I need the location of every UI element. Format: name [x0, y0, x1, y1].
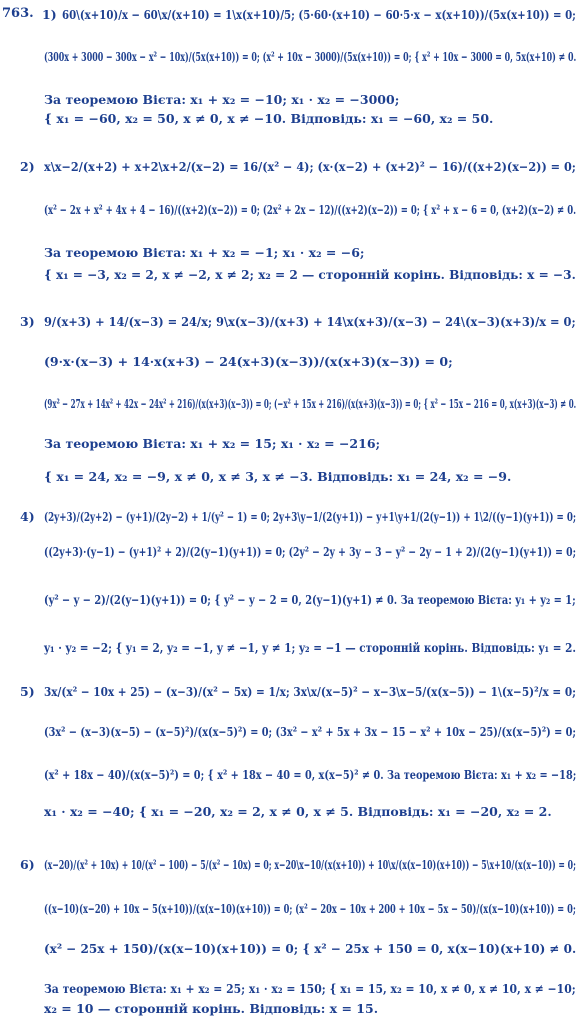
part-label: 4): [20, 509, 35, 524]
line-text: (2y+3)/(2y+2) − (y+1)/(2y−2) + 1/(y² − 1) = 0; 2y+3\y−1/(2(y+1)) − y+1\y+1/(2(y−1)) + 1\2/((y−1)(y+1)) = 0;: [44, 509, 577, 524]
line-text: { x₁ = −60, x₂ = 50, x ≠ 0, x ≠ −10. Відповідь: x₁ = −60, x₂ = 50.: [44, 111, 494, 126]
line-text: (9·x·(x−3) + 14·x(x+3) − 24(x+3)(x−3))/(x(x+3)(x−3)) = 0;: [44, 354, 453, 369]
line-text: За теоремою Вієта: x₁ + x₂ = −1; x₁ · x₂ = −6;: [44, 245, 365, 260]
line-text: (x² + 18x − 40)/(x(x−5)²) = 0; { x² + 18x − 40 = 0, x(x−5)² ≠ 0. За теоремою Вієта: x₁ + x₂ = −18;: [44, 767, 577, 782]
line-text: За теоремою Вієта: x₁ + x₂ = −10; x₁ · x₂ = −3000;: [44, 92, 400, 107]
line-text: { x₁ = 24, x₂ = −9, x ≠ 0, x ≠ 3, x ≠ −3. Відповідь: x₁ = 24, x₂ = −9.: [44, 469, 512, 484]
line-text: x\x−2/(x+2) + x+2\x+2/(x−2) = 16/(x² − 4); (x·(x−2) + (x+2)² − 16)/((x+2)(x−2)) = 0;: [44, 159, 576, 174]
line-text: ((x−10)(x−20) + 10x − 5(x+10))/(x(x−10)(x+10)) = 0; (x² − 20x − 10x + 200 + 10x − 5x − 50)/(x(x−10)(x+10)) = 0;: [44, 901, 576, 916]
line-text: (y² − y − 2)/(2(y−1)(y+1)) = 0; { y² − y − 2 = 0, 2(y−1)(y+1) ≠ 0. За теоремою Вієта: y₁ + y₂ = 1;: [44, 592, 576, 607]
line-text: y₁ · y₂ = −2; { y₁ = 2, y₂ = −1, y ≠ −1, y ≠ 1; y₂ = −1 — сторонній корінь. Відповідь: y₁ = 2.: [44, 640, 576, 655]
part-label: 1): [42, 7, 57, 22]
line-text: x₁ · x₂ = −40; { x₁ = −20, x₂ = 2, x ≠ 0, x ≠ 5. Відповідь: x₁ = −20, x₂ = 2.: [44, 804, 552, 819]
part-label: 2): [20, 159, 35, 174]
part-label: 5): [20, 684, 35, 699]
line-text: (9x² − 27x + 14x² + 42x − 24x² + 216)/(x(x+3)(x−3)) = 0; (−x² + 15x + 216)/(x(x+3)(x−3)) = 0; { x² − 15x − 216 = 0, x(x+3)(x−3) ≠ 0.: [44, 396, 577, 411]
part-label: 3): [20, 314, 35, 329]
line-text: 9/(x+3) + 14/(x−3) = 24/x; 9\x(x−3)/(x+3) + 14\x(x+3)/(x−3) − 24\(x−3)(x+3)/x = 0;: [44, 314, 576, 329]
line-text: (300x + 3000 − 300x − x² − 10x)/(5x(x+10)) = 0; (x² + 10x − 3000)/(5x(x+10)) = 0; { x² + 10x − 3000 = 0, 5x(x+10) ≠ 0.: [44, 49, 577, 64]
line-text: За теоремою Вієта: x₁ + x₂ = 15; x₁ · x₂ = −216;: [44, 436, 381, 451]
line-text: (x² − 25x + 150)/(x(x−10)(x+10)) = 0; { x² − 25x + 150 = 0, x(x−10)(x+10) ≠ 0.: [44, 941, 577, 956]
line-text: 3x/(x² − 10x + 25) − (x−3)/(x² − 5x) = 1/x; 3x\x/(x−5)² − x−3\x−5/(x(x−5)) − 1\(x−5)²/x = 0;: [44, 684, 577, 699]
line-text: (x−20)/(x² + 10x) + 10/(x² − 100) − 5/(x² − 10x) = 0; x−20\x−10/(x(x+10)) + 10\x/(x(x−10)(x+10)) − 5\x+10/(x(x−10)) = 0;: [44, 857, 576, 872]
line-text: (x² − 2x + x² + 4x + 4 − 16)/((x+2)(x−2)) = 0; (2x² + 2x − 12)/((x+2)(x−2)) = 0; { x² + x − 6 = 0, (x+2)(x−2) ≠ 0.: [44, 202, 577, 217]
problem-number: 763.: [2, 6, 34, 21]
part-label: 6): [20, 857, 35, 872]
line-text: (3x² − (x−3)(x−5) − (x−5)²)/(x(x−5)²) = 0; (3x² − x² + 5x + 3x − 15 − x² + 10x − 25)/(x(x−5)²) = 0;: [44, 724, 577, 739]
line-text: За теоремою Вієта: x₁ + x₂ = 25; x₁ · x₂ = 150; { x₁ = 15, x₂ = 10, x ≠ 0, x ≠ 10, x ≠ −10;: [44, 981, 576, 996]
line-text: x₂ = 10 — сторонній корінь. Відповідь: x = 15.: [44, 1001, 379, 1016]
line-text: ((2y+3)·(y−1) − (y+1)² + 2)/(2(y−1)(y+1)) = 0; (2y² − 2y + 3y − 3 − y² − 2y − 1 + 2)/(2(y−1)(y+1)) = 0;: [44, 544, 576, 559]
line-text: 60\(x+10)/x − 60\x/(x+10) = 1\x(x+10)/5; (5·60·(x+10) − 60·5·x − x(x+10))/(5x(x+10)) = 0;: [62, 7, 576, 22]
line-text: { x₁ = −3, x₂ = 2, x ≠ −2, x ≠ 2; x₂ = 2 — сторонній корінь. Відповідь: x = −3.: [44, 267, 576, 282]
